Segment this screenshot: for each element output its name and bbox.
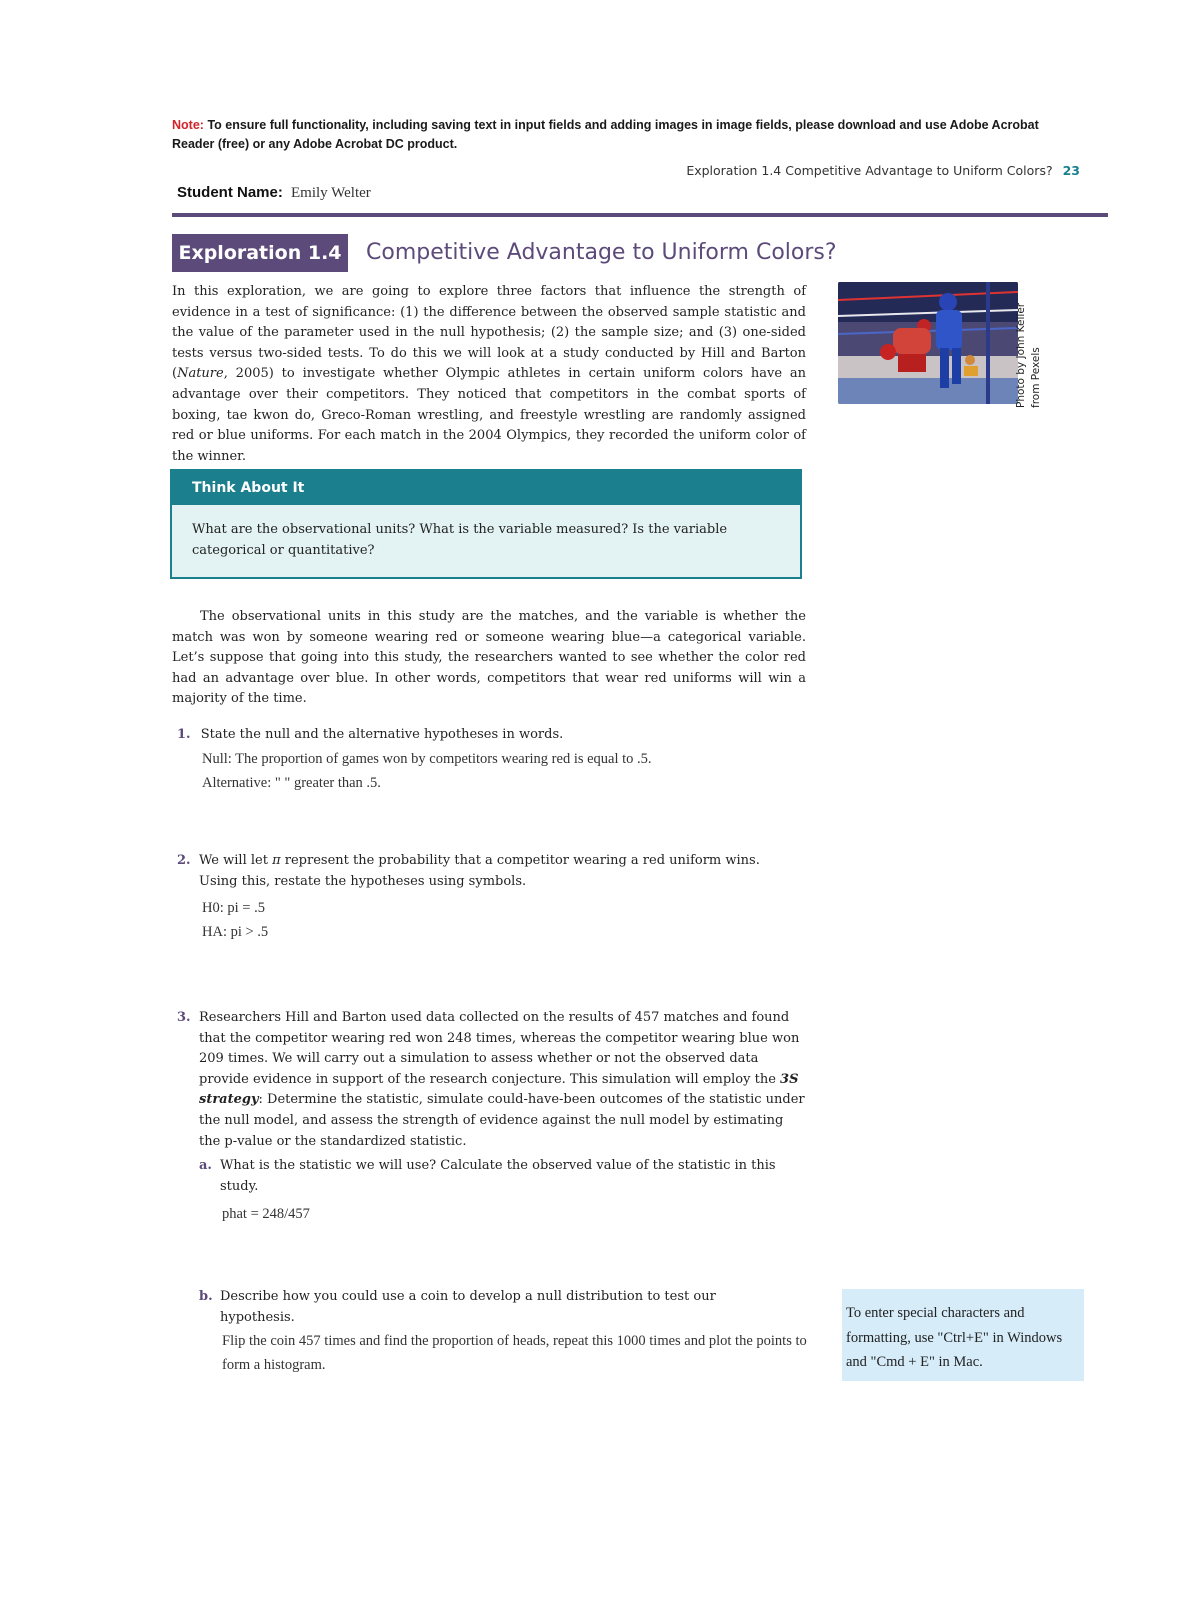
question-3-text xyxy=(199,1008,805,1152)
acrobat-note xyxy=(172,116,1072,154)
question-2-answer-h0: H0: pi = .5 xyxy=(202,900,265,916)
note-text: To ensure full functionality, including saving text in input fields and adding images in image fields, please download and use Adobe Acrobat Reader (free) or any Adobe Acrobat DC product. xyxy=(172,118,1039,151)
question-3a-answer-field[interactable]: phat = 248/457 xyxy=(222,1206,310,1222)
journal-name: Nature xyxy=(177,366,224,382)
question-2-text-a: We will let xyxy=(199,853,273,868)
question-2-text-b: represent the probability that a competitor wearing a red uniform wins. Using this, restate the hypotheses using symbols. xyxy=(199,853,760,889)
think-about-it-heading: Think About It xyxy=(172,471,800,505)
intro-part1: In this exploration, we are going to explore three factors that influence the strength of evidence in a test of significance: (1) the difference between the observed sample statistic and the value of the parameter used in the null hypothesis; (2) the sample size; and (3) one-sided tests versus two-sided tests. To do this we will look at a study conducted by Hill and Barton ( xyxy=(172,284,806,382)
boxing-photo-illustration xyxy=(838,282,1018,404)
boxing-photo xyxy=(838,282,1018,404)
think-about-it-box xyxy=(170,469,802,579)
think-about-it-body: What are the observational units? What is the variable measured? Is the variable categorical or quantitative? xyxy=(192,522,728,558)
photo-credit-line1: Photo by John Keller xyxy=(1015,302,1027,408)
observational-units-paragraph: The observational units in this study are the matches, and the variable is whether the match was won by someone wearing red or someone wearing blue—a categorical variable. Let’s suppose that going into this study, the researchers wanted to see whether the color red had an advantage over blue. In other words, competitors that wear red uniforms will win a majority of the time. xyxy=(172,609,806,707)
question-2-number: 2. xyxy=(177,853,191,868)
pi-symbol: π xyxy=(272,853,281,868)
question-3-text-a: Researchers Hill and Barton used data collected on the results of 457 matches and found that the competitor wearing red won 248 times, whereas the competitor wearing blue won 209 times. We will carry out a simulation to assess whether or not the observed data provide evidence in support of the research conjecture. This simulation will employ the xyxy=(199,1010,800,1087)
question-2-text xyxy=(199,851,787,892)
exploration-label: Exploration 1.4 xyxy=(172,234,348,272)
exploration-title: Competitive Advantage to Uniform Colors? xyxy=(366,240,837,265)
question-3 xyxy=(177,1008,805,1152)
running-head-title: Exploration 1.4 Competitive Advantage to Uniform Colors? xyxy=(686,163,1053,178)
question-3b-answer-field[interactable]: Flip the coin 457 times and find the proportion of heads, repeat this 1000 times and plot the points to form a histogram. xyxy=(222,1333,807,1373)
question-3-text-b: : Determine the statistic, simulate could-have-been outcomes of the statistic under the null model, and assess the strength of evidence against the null model by estimating the p-value or the standardized statistic. xyxy=(199,1092,805,1149)
question-1 xyxy=(177,725,797,746)
question-2-answer-ha: HA: pi > .5 xyxy=(202,924,269,940)
special-characters-tip: To enter special characters and formatting, use "Ctrl+E" in Windows and "Cmd + E" in Mac. xyxy=(842,1289,1084,1381)
student-name-field[interactable]: Emily Welter xyxy=(291,185,371,201)
3s-strategy-term: 3S strategy xyxy=(199,1071,799,1108)
running-head xyxy=(560,163,1080,178)
question-1-text: State the null and the alternative hypotheses in words. xyxy=(200,727,564,742)
question-2-answer-field[interactable] xyxy=(202,896,802,944)
question-1-number: 1. xyxy=(177,727,191,742)
question-1-answer-field[interactable] xyxy=(202,747,802,795)
header-rule xyxy=(172,213,1108,217)
student-name-label: Student Name: xyxy=(177,184,283,201)
photo-credit-text xyxy=(1010,296,1050,412)
intro-part2: , 2005) to investigate whether Olympic athletes in certain uniform colors have an advantage over their competitors. They noticed that competitors in the combat sports of boxing, tae kwon do, Greco-Roman wrestling, and freestyle wrestling are randomly assigned red or blue uniforms. For each match in the 2004 Olympics, they recorded the uniform color of the winner. xyxy=(172,366,806,464)
student-name-row xyxy=(177,184,371,202)
question-3b-text: Describe how you could use a coin to develop a null distribution to test our hypothesis. xyxy=(220,1289,716,1325)
photo-credit-line2: from Pexels xyxy=(1030,347,1042,408)
intro-paragraph xyxy=(172,282,806,467)
question-1-answer-alt: Alternative: " " greater than .5. xyxy=(202,775,381,791)
question-1-answer-null: Null: The proportion of games won by competitors wearing red is equal to .5. xyxy=(202,751,652,767)
question-3a-label: a. xyxy=(199,1158,212,1173)
question-3-number: 3. xyxy=(177,1010,191,1025)
question-2 xyxy=(177,851,787,892)
question-3a xyxy=(199,1156,799,1197)
note-label: Note: xyxy=(172,118,204,132)
question-3a-text: What is the statistic we will use? Calculate the observed value of the statistic in this study. xyxy=(220,1158,776,1194)
question-3b xyxy=(199,1287,759,1328)
question-3b-label: b. xyxy=(199,1289,213,1304)
page-number: 23 xyxy=(1062,163,1080,178)
photo-credit xyxy=(1010,296,1050,412)
